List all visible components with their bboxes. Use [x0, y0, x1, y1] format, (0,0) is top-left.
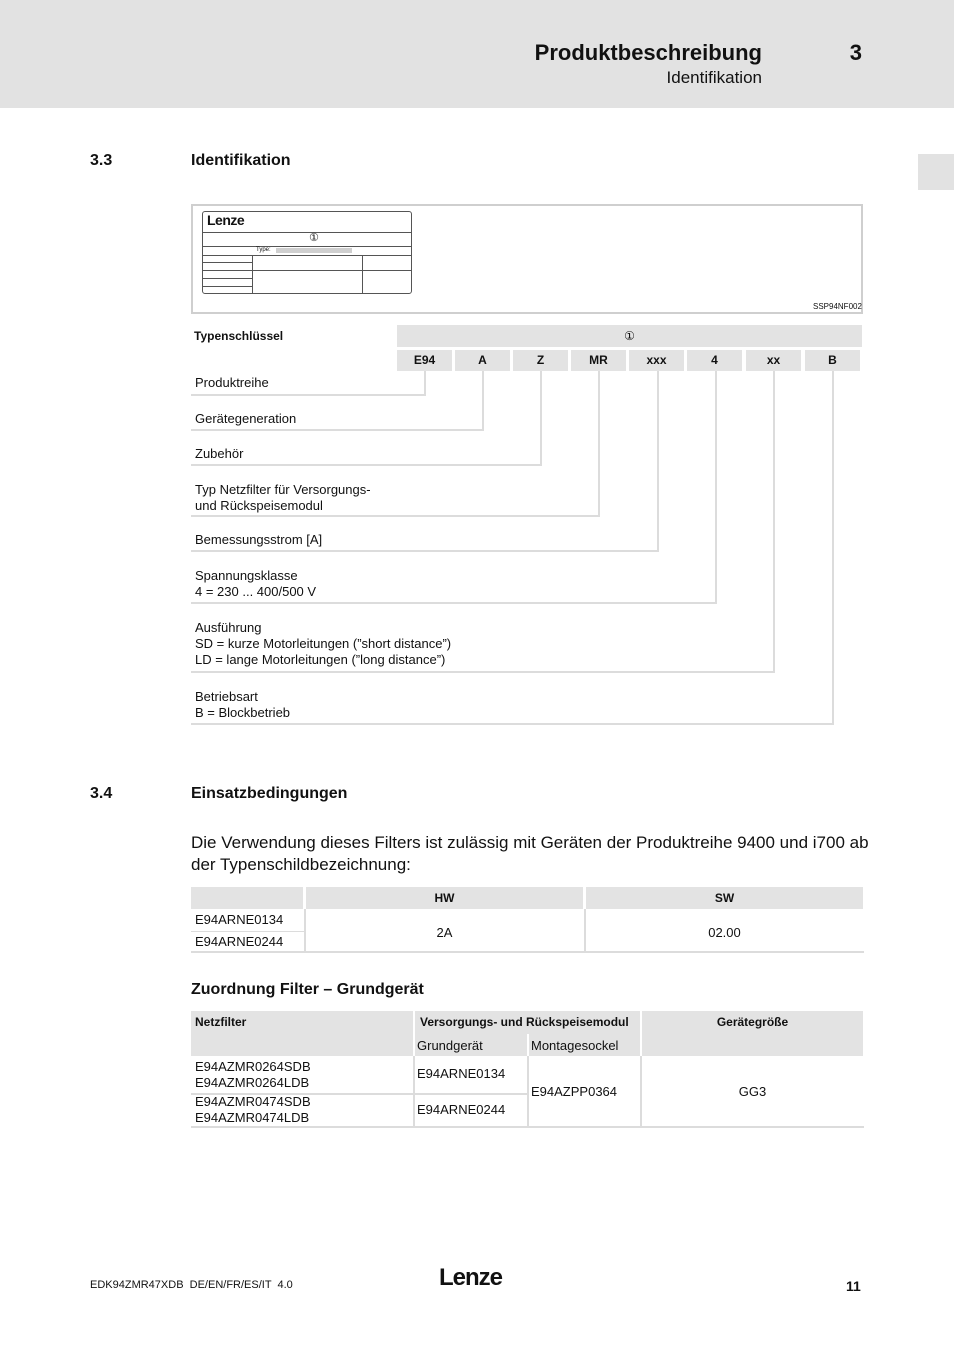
plate-line: [203, 246, 411, 247]
plate-line: [203, 262, 252, 263]
type-key-description: Typ Netzfilter für Versorgungs- und Rückspeisemodul: [195, 482, 371, 513]
section-number: 3.3: [90, 152, 113, 169]
table-rule: [304, 909, 306, 951]
table-rule: [640, 1056, 642, 1126]
subheading: Zuordnung Filter – Grundgerät: [191, 981, 424, 998]
table-header-hw: HW: [306, 887, 583, 909]
connector-line: [191, 429, 484, 431]
connector-line: [191, 602, 717, 604]
body-paragraph: Die Verwendung dieses Filters ist zulässig mit Geräten der Produktreihe 9400 und i700 ab der Typenschildbezeichnung:: [191, 833, 869, 874]
table-cell-montagesockel: E94AZPP0364: [531, 1084, 618, 1099]
table-rule: [584, 909, 586, 951]
plate-line: [203, 255, 411, 256]
table-header-sw: SW: [586, 887, 863, 909]
plate-type-field: [276, 248, 352, 253]
type-key-description: Zubehör: [195, 446, 244, 461]
type-key-cell: E94: [397, 350, 452, 371]
table-row: E94AZMR0264SDB E94AZMR0264LDB: [195, 1059, 311, 1090]
type-key-description: Ausführung SD = kurze Motorleitungen (”short distance”) LD = lange Motorleitungen (”long distance”): [195, 620, 452, 667]
connector-line: [191, 723, 834, 725]
connector-line: [191, 464, 542, 466]
type-key-description: Spannungsklasse 4 = 230 ... 400/500 V: [195, 568, 317, 599]
connector-line: [482, 371, 484, 431]
connector-line: [657, 371, 659, 552]
table-cell-groesse: GG3: [738, 1084, 767, 1099]
table-cell: E94ARNE0134: [195, 912, 284, 927]
connector-line: [598, 371, 600, 517]
plate-line: [362, 255, 363, 293]
connector-line: [424, 371, 426, 396]
table-rule: [191, 1126, 864, 1128]
footer-document-id: EDK94ZMR47XDB DE/EN/FR/ES/IT 4.0: [90, 1279, 293, 1291]
page-number: 11: [846, 1278, 861, 1294]
type-key-cell: B: [805, 350, 860, 371]
type-key-description: Betriebsart B = Blockbetrieb: [195, 689, 291, 720]
chapter-title: Produktbeschreibung: [534, 40, 762, 65]
connector-line: [832, 371, 834, 725]
connector-line: [773, 371, 775, 673]
type-key-cell: xxx: [629, 350, 684, 371]
connector-line: [191, 515, 600, 517]
section-title: Einsatzbedingungen: [191, 785, 348, 802]
table-rule: [527, 1034, 529, 1056]
table-header-groesse: Gerätegröße: [642, 1011, 863, 1056]
type-key-cell: 4: [687, 350, 742, 371]
table-cell-sw: 02.00: [708, 925, 741, 940]
connector-line: [715, 371, 717, 604]
table-header-netzfilter: Netzfilter: [195, 1015, 247, 1029]
table-rule: [413, 1056, 415, 1126]
plate-line: [203, 270, 411, 271]
table-header-cell: [191, 887, 303, 909]
connector-line: [191, 671, 775, 673]
connector-line: [540, 371, 542, 466]
type-key-label: Typenschlüssel: [194, 329, 284, 343]
connector-line: [191, 550, 659, 552]
table-header-montagesockel: Montagesockel: [531, 1038, 619, 1053]
table-cell-hw: 2A: [436, 925, 453, 940]
connector-line: [191, 394, 426, 396]
table-header-grundgeraet: Grundgerät: [417, 1038, 483, 1053]
table-header-module: Versorgungs- und Rückspeisemodul: [420, 1015, 629, 1029]
plate-line: [203, 286, 252, 287]
table-rule: [527, 1056, 529, 1126]
table-cell: E94ARNE0244: [195, 934, 284, 949]
figure-code: SSP94NF002: [813, 302, 862, 311]
nameplate-logo: Lenze: [207, 212, 245, 228]
section-number: 3.4: [90, 785, 113, 802]
table-rule: [191, 931, 304, 932]
type-key-callout: ①: [397, 325, 862, 347]
footer-logo: Lenze: [439, 1264, 503, 1291]
type-key-cell: xx: [746, 350, 801, 371]
type-key-cell: MR: [571, 350, 626, 371]
type-key-cell: Z: [513, 350, 568, 371]
chapter-number: 3: [849, 40, 862, 65]
table-cell: E94ARNE0244: [417, 1102, 506, 1117]
plate-callout: ①: [309, 232, 319, 244]
table-cell: E94ARNE0134: [417, 1066, 506, 1081]
header-band: [0, 0, 954, 108]
table-rule: [191, 951, 864, 953]
chapter-subtitle: Identifikation: [666, 68, 762, 87]
plate-line: [203, 278, 252, 279]
plate-line: [203, 232, 411, 233]
type-key-description: Produktreihe: [195, 375, 269, 390]
section-title: Identifikation: [191, 152, 291, 169]
chapter-tab: [918, 154, 954, 190]
type-key-description: Gerätegeneration: [195, 411, 297, 426]
plate-line: [252, 255, 253, 293]
type-key-cell: A: [455, 350, 510, 371]
type-key-description: Bemessungsstrom [A]: [195, 532, 323, 547]
plate-type-label: Type:: [256, 247, 271, 253]
table-row: E94AZMR0474SDB E94AZMR0474LDB: [195, 1094, 311, 1125]
